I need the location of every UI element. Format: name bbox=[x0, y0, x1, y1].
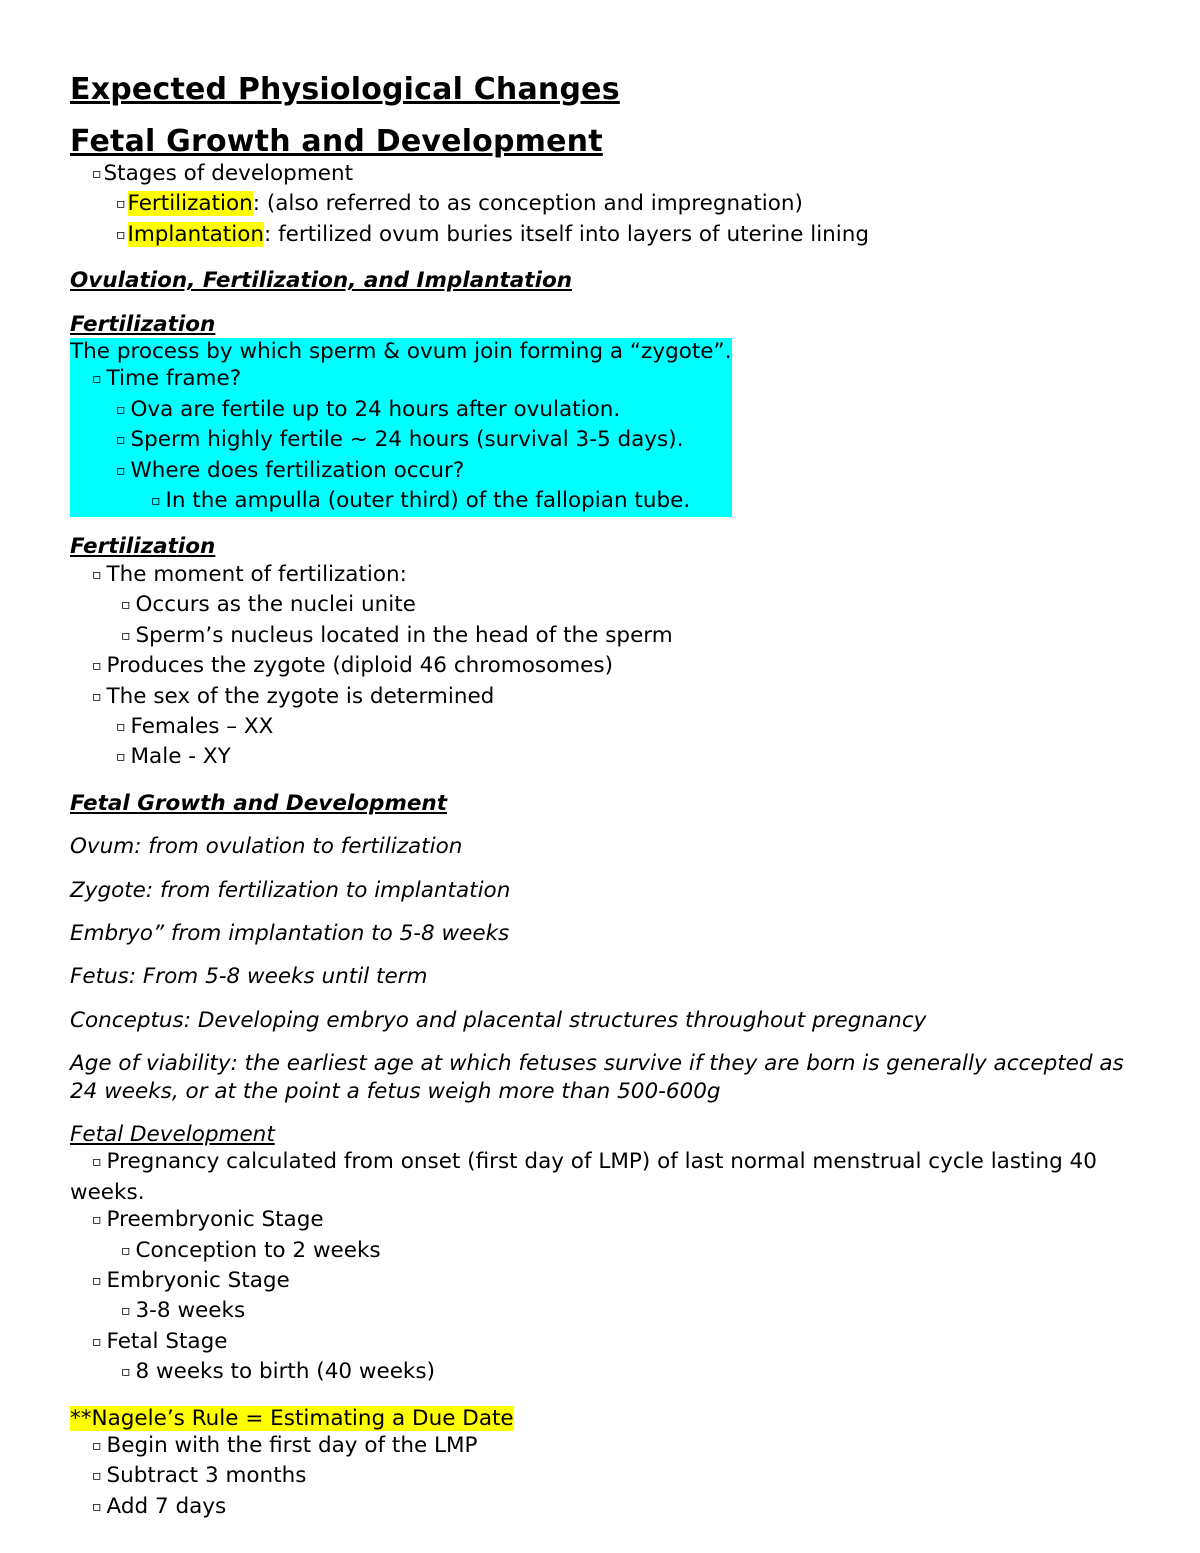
section-heading-fetal-growth-2: Fetal Growth and Development bbox=[70, 790, 448, 816]
bullet-icon: ▫ bbox=[92, 688, 102, 705]
bullet-icon: ▫ bbox=[92, 1333, 102, 1350]
list-item: ▫ Ova are fertile up to 24 hours after ovulation. bbox=[116, 396, 621, 422]
highlighted-term: Implantation bbox=[127, 221, 264, 247]
section-heading-fertilization: Fertilization bbox=[70, 311, 216, 337]
definition-ovum: Ovum: from ovulation to fertilization bbox=[70, 834, 463, 860]
bullet-icon: ▫ bbox=[116, 718, 126, 735]
list-item: ▫ Conception to 2 weeks bbox=[121, 1237, 381, 1263]
list-item: ▫ Sperm’s nucleus located in the head of the sperm bbox=[121, 622, 673, 648]
bullet-icon: ▫ bbox=[92, 1154, 102, 1171]
list-item: ▫ Occurs as the nuclei unite bbox=[121, 592, 416, 618]
section-heading-fetal-growth: Fetal Growth and Development bbox=[70, 124, 603, 159]
list-item: ▫ Subtract 3 months bbox=[92, 1463, 307, 1489]
definition-viability: Age of viability: the earliest age at which fetuses survive if they are born is generally accepted as 24 weeks, or at the point a fetus weigh more than 500-600g bbox=[70, 1051, 1124, 1104]
bullet-icon: ▫ bbox=[92, 1273, 102, 1289]
bullet-icon: ▫ bbox=[92, 1438, 102, 1455]
list-item: ▫ The sex of the zygote is determined bbox=[92, 683, 495, 709]
list-item: ▫ Produces the zygote (diploid 46 chromosomes) bbox=[92, 653, 613, 679]
list-item: ▫ Sperm highly fertile ~ 24 hours (survival 3-5 days). bbox=[116, 427, 684, 453]
list-item: ▫ 8 weeks to birth (40 weeks) bbox=[121, 1359, 435, 1385]
document-title: Expected Physiological Changes bbox=[70, 72, 620, 107]
definition-conceptus: Conceptus: Developing embryo and placental structures throughout pregnancy bbox=[70, 1007, 927, 1033]
list-item: ▫ Male - XY bbox=[116, 744, 231, 770]
list-item: ▫ Pregnancy calculated from onset (first day of LMP) of last normal menstrual cycle lasting 40 weeks. bbox=[70, 1149, 1097, 1205]
bullet-icon: ▫ bbox=[116, 196, 126, 213]
paragraph: The process by which sperm & ovum join forming a “zygote”. bbox=[70, 339, 732, 365]
bullet-icon: ▫ bbox=[116, 749, 126, 766]
list-item: ▫ Where does fertilization occur? bbox=[116, 457, 465, 483]
bullet-icon: ▫ bbox=[116, 401, 126, 418]
bullet-icon: ▫ bbox=[116, 226, 126, 243]
definition-fetus: Fetus: From 5-8 weeks until term bbox=[70, 964, 428, 990]
definition-zygote: Zygote: from fertilization to implantation bbox=[70, 877, 511, 903]
bullet-icon: ▫ bbox=[121, 1364, 131, 1381]
section-heading-ovulation: Ovulation, Fertilization, and Implantation bbox=[70, 268, 573, 294]
list-item: ▫ Females – XX bbox=[116, 713, 274, 739]
list-item: ▫ Preembryonic Stage bbox=[92, 1207, 324, 1233]
list-item: ▫ In the ampulla (outer third) of the fallopian tube. bbox=[151, 488, 691, 514]
bullet-icon: ▫ bbox=[92, 1212, 102, 1229]
bullet-icon: ▫ bbox=[121, 627, 131, 644]
list-item: ▫Fertilization: (also referred to as conception and impregnation) bbox=[116, 191, 803, 217]
highlighted-term: Fertilization bbox=[127, 191, 253, 217]
bullet-icon: ▫ bbox=[116, 462, 126, 479]
list-item: ▫ Fetal Stage bbox=[92, 1328, 228, 1354]
list-item: ▫Stages of development bbox=[92, 161, 354, 186]
bullet-icon: ▫ bbox=[151, 493, 161, 510]
bullet-icon: ▫ bbox=[116, 432, 126, 449]
bullet-icon: ▫ bbox=[92, 1468, 102, 1485]
list-item: ▫ Begin with the first day of the LMP bbox=[92, 1433, 478, 1459]
list-item: ▫ Time frame? bbox=[92, 366, 242, 392]
bullet-icon: ▫ bbox=[92, 658, 102, 675]
bullet-icon: ▫ bbox=[121, 1242, 131, 1259]
list-item: ▫Implantation: fertilized ovum buries itself into layers of uterine lining bbox=[116, 221, 870, 247]
highlighted-block bbox=[70, 338, 732, 517]
definition-embryo: Embryo” from implantation to 5-8 weeks bbox=[70, 920, 510, 946]
bullet-icon: ▫ bbox=[92, 566, 102, 583]
bullet-icon: ▫ bbox=[121, 1303, 131, 1320]
bullet-icon: ▫ bbox=[92, 371, 102, 388]
section-heading-fertilization-2: Fertilization bbox=[70, 534, 216, 560]
list-item: ▫ The moment of fertilization: bbox=[92, 561, 407, 587]
bullet-icon: ▫ bbox=[121, 597, 131, 614]
document-page bbox=[70, 72, 1130, 1523]
bullet-icon: ▫ bbox=[92, 166, 102, 182]
bullet-icon: ▫ bbox=[92, 1498, 102, 1515]
list-item: ▫ Add 7 days bbox=[92, 1493, 227, 1519]
list-item: ▫ Embryonic Stage bbox=[92, 1268, 290, 1293]
section-heading-fetal-development: Fetal Development bbox=[70, 1121, 275, 1147]
list-item: ▫ 3-8 weeks bbox=[121, 1298, 246, 1324]
nagele-rule-heading: **Nagele’s Rule = Estimating a Due Date bbox=[70, 1405, 514, 1431]
